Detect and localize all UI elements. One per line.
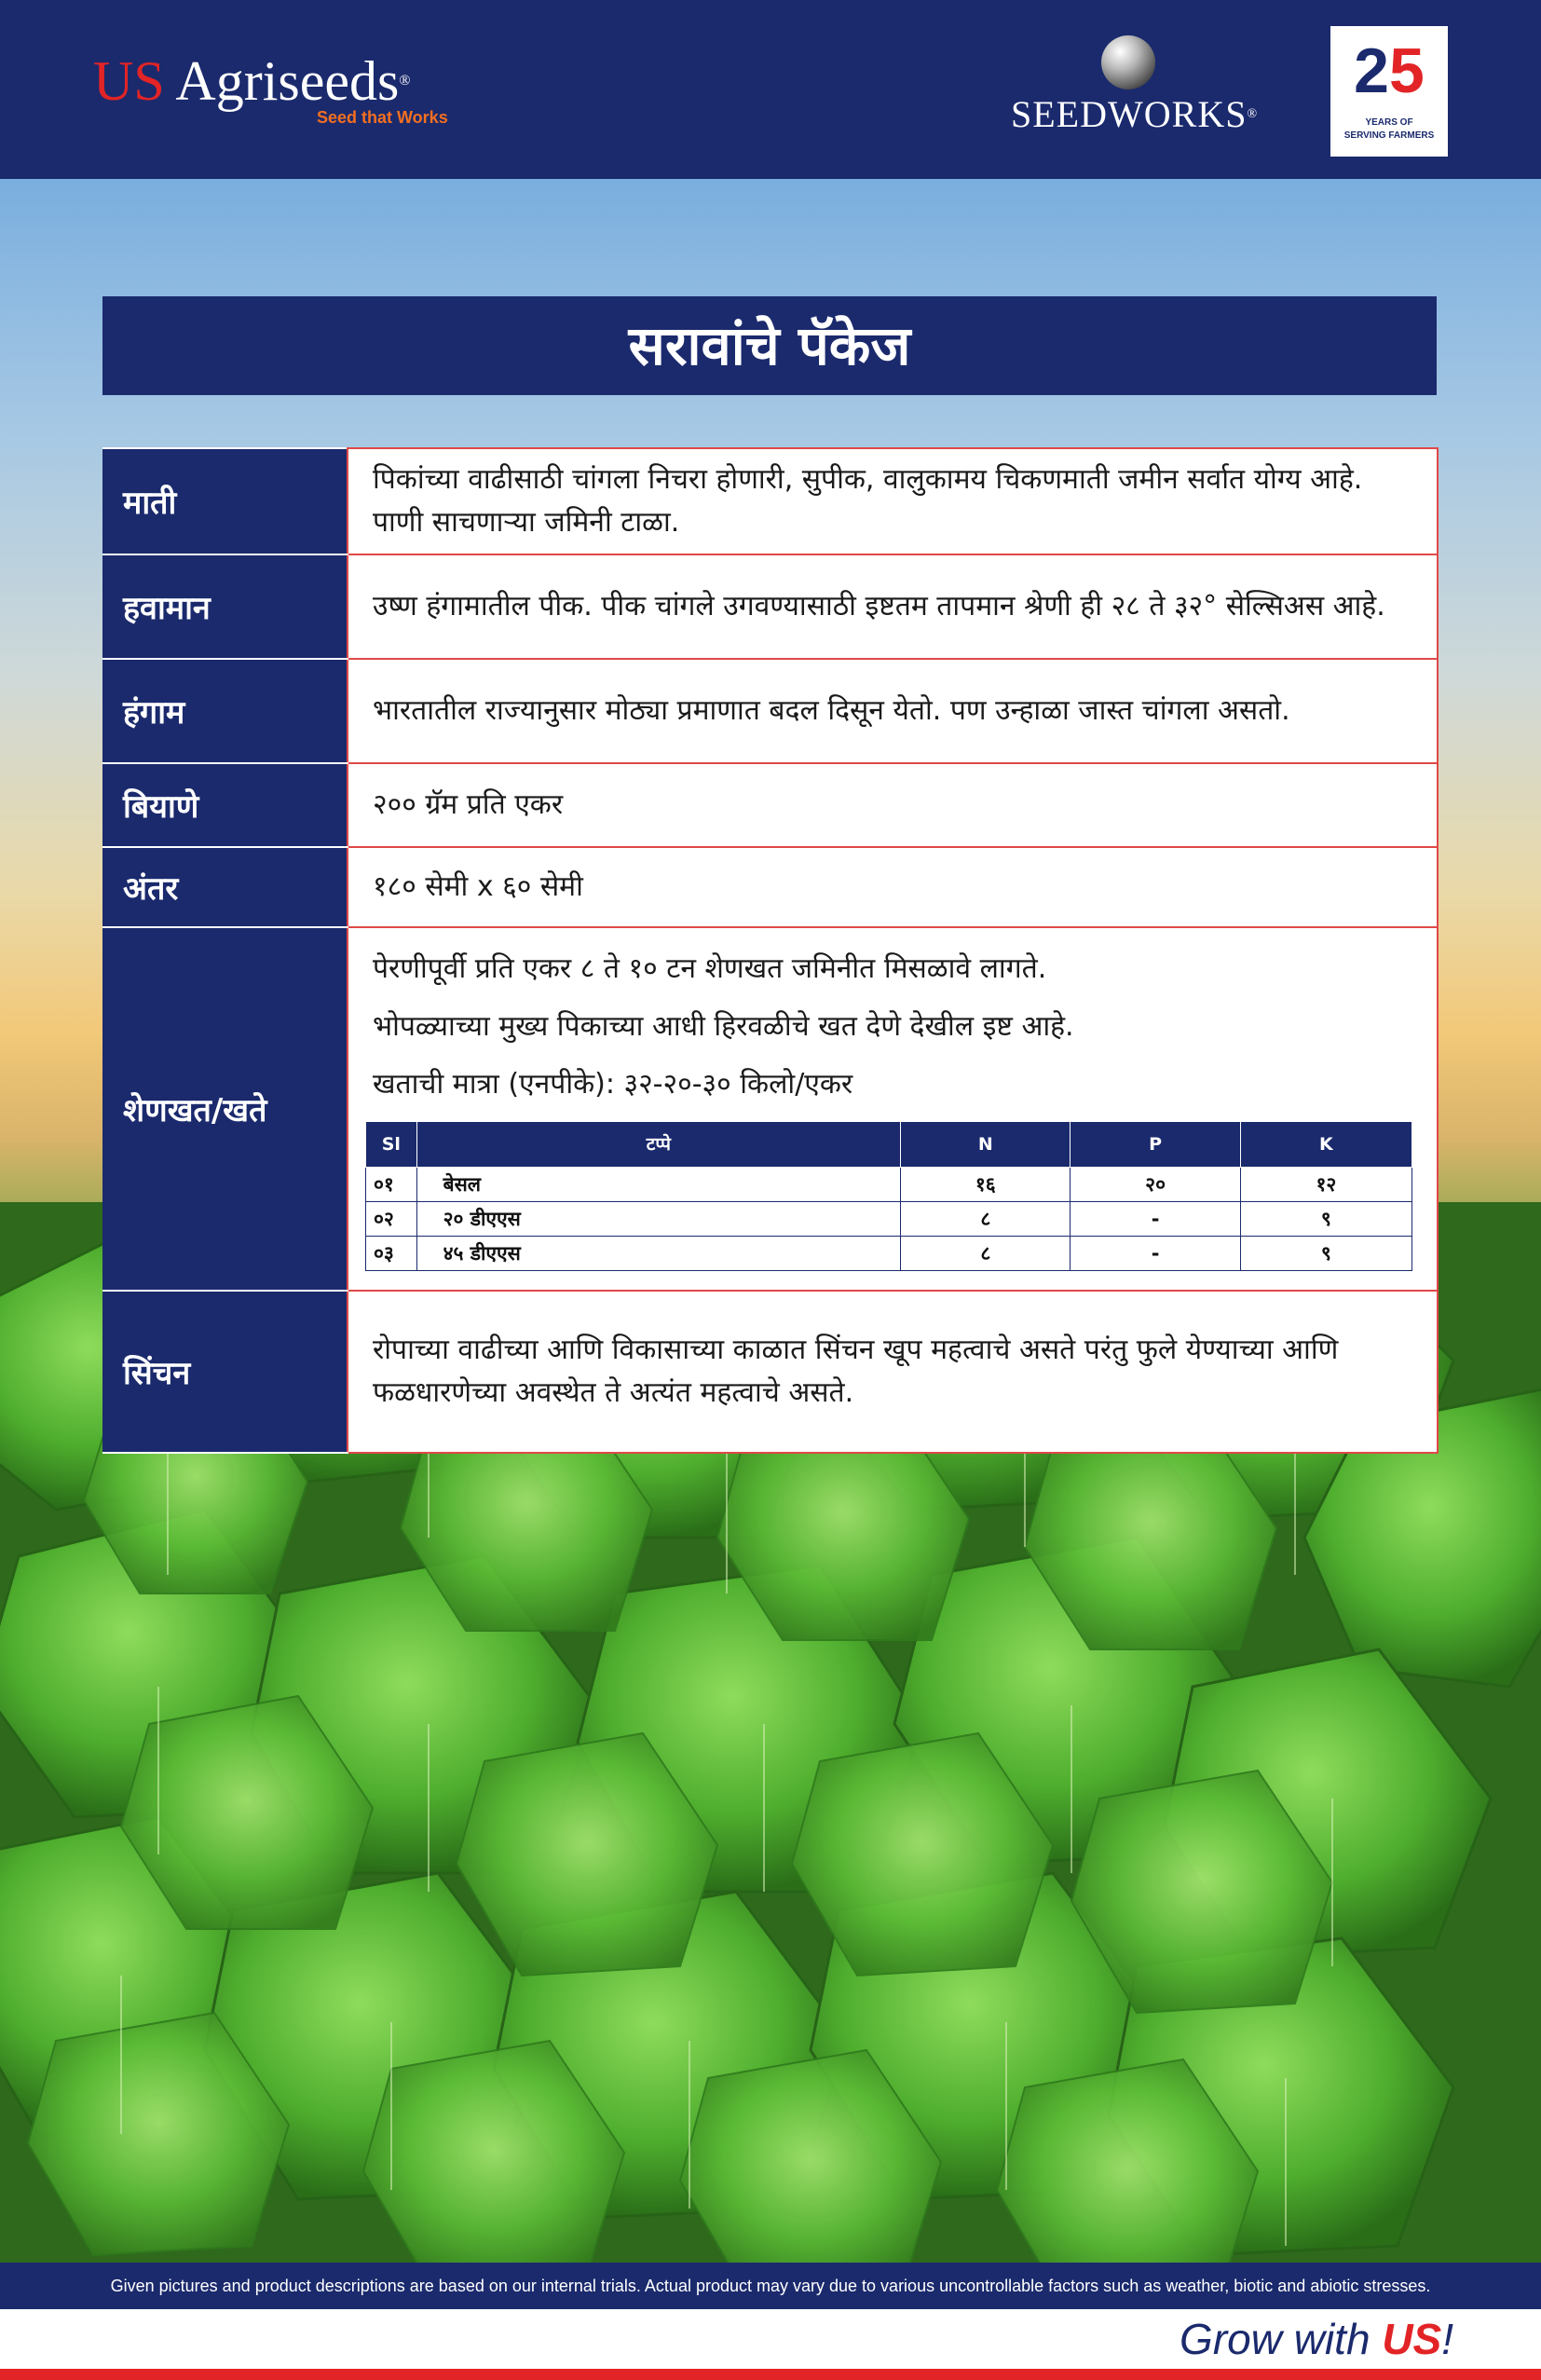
npk-header-n: N (901, 1121, 1071, 1167)
fertilizer-line-1: पेरणीपूर्वी प्रति एकर ८ ते १० टन शेणखत जमिनीत मिसळावे लागते. (373, 951, 1047, 985)
fertilizer-line-3: खताची मात्रा (एनपीके): ३२-२०-३० किलो/एकर (373, 1067, 853, 1101)
row-label-fertilizer: शेणखत/खते (103, 927, 348, 1291)
page-title: सरावांचे पॅकेज (628, 314, 911, 377)
anniversary-line2: SERVING FARMERS (1343, 130, 1435, 141)
npk-header-k: K (1240, 1121, 1411, 1167)
row-label-spacing: अंतर (103, 847, 348, 927)
npk-cell-k: ९ (1240, 1201, 1411, 1236)
logo-agriseeds-text: Agriseeds (175, 50, 400, 112)
anniversary-five: 5 (1389, 35, 1425, 106)
row-label-soil: माती (103, 448, 348, 554)
logo-tagline: Seed that Works (317, 108, 448, 127)
npk-cell-sl: ०१ (366, 1167, 417, 1201)
npk-cell-p: - (1071, 1201, 1240, 1236)
seedworks-globe-icon (1101, 35, 1155, 89)
npk-cell-sl: ०३ (366, 1236, 417, 1270)
us-agriseeds-logo (93, 48, 411, 114)
npk-header-row (366, 1121, 1412, 1167)
npk-cell-k: १२ (1240, 1167, 1411, 1201)
slogan-us: US (1382, 2315, 1442, 2363)
npk-header-p: P (1071, 1121, 1240, 1167)
anniversary-badge (1330, 26, 1448, 157)
row-value-season: भारतातील राज्यानुसार मोठ्या प्रमाणात बदल दिसून येतो. पण उन्हाळा जास्त चांगला असतो. (348, 659, 1438, 763)
npk-cell-n: ८ (901, 1236, 1071, 1270)
npk-cell-n: १६ (901, 1167, 1071, 1201)
row-value-seed: २०० ग्रॅम प्रति एकर (348, 763, 1438, 847)
npk-cell-stage: २० डीएएस (416, 1201, 901, 1236)
row-label-seed: बियाणे (103, 763, 348, 847)
logo-reg-mark: ® (399, 73, 411, 89)
npk-row (366, 1236, 1412, 1270)
npk-cell-k: ९ (1240, 1236, 1411, 1270)
npk-cell-p: २० (1071, 1167, 1240, 1201)
slogan-prefix: Grow with (1180, 2315, 1383, 2363)
slogan-suffix: ! (1441, 2315, 1453, 2363)
row-label-season: हंगाम (103, 659, 348, 763)
row-value-irrigation: रोपाच्या वाढीच्या आणि विकासाच्या काळात सिंचन खूप महत्वाचे असते परंतु फुले येण्याच्या आणि फळधारणेच्या अवस्थेत ते अत्यंत महत्वाचे असते. (348, 1291, 1438, 1453)
npk-cell-p: - (1071, 1236, 1240, 1270)
info-row-climate (103, 554, 1438, 659)
logo-us-text: US (93, 50, 165, 112)
info-row-soil (103, 448, 1438, 554)
row-value-soil: पिकांच्या वाढीसाठी चांगला निचरा होणारी, सुपीक, वालुकामय चिकणमाती जमीन सर्वात योग्य आहे. पाणी साचणाऱ्या जमिनी टाळा. (348, 448, 1438, 554)
npk-cell-stage: बेसल (416, 1167, 901, 1201)
npk-cell-sl: ०२ (366, 1201, 417, 1236)
info-row-season (103, 659, 1438, 763)
seedworks-text: SEEDWORKS (1011, 93, 1248, 135)
info-row-spacing (103, 847, 1438, 927)
row-value-climate: उष्ण हंगामातील पीक. पीक चांगले उगवण्यासाठी इष्टतम तापमान श्रेणी ही २८ ते ३२° सेल्सिअस आहे. (348, 554, 1438, 659)
disclaimer-text: Given pictures and product descriptions are based on our internal trials. Actual product may vary due to various uncontrollable factors such as weather, biotic and abiotic stresses. (0, 2263, 1541, 2309)
row-label-climate: हवामान (103, 554, 348, 659)
cultivation-info-table (102, 447, 1439, 1454)
npk-header-sl: Sl (366, 1121, 417, 1167)
anniversary-line1: YEARS OF (1365, 117, 1413, 128)
anniversary-number (1330, 34, 1448, 108)
footer-red-strip (0, 2369, 1541, 2380)
title-banner (102, 296, 1437, 395)
row-value-spacing: १८० सेमी x ६० सेमी (348, 847, 1438, 927)
slogan (1155, 2309, 1453, 2369)
npk-row (366, 1201, 1412, 1236)
npk-schedule-table (365, 1121, 1412, 1271)
row-label-irrigation: सिंचन (103, 1291, 348, 1453)
info-row-irrigation (103, 1291, 1438, 1453)
info-row-seed (103, 763, 1438, 847)
header-bar (0, 0, 1541, 179)
npk-header-stage: टप्पे (416, 1121, 901, 1167)
npk-cell-n: ८ (901, 1201, 1071, 1236)
npk-row (366, 1167, 1412, 1201)
seedworks-reg-mark: ® (1247, 107, 1259, 121)
seedworks-logo (1011, 91, 1258, 138)
fertilizer-line-2: भोपळ्याच्या मुख्य पिकाच्या आधी हिरवळीचे खत देणे देखील इष्ट आहे. (373, 1009, 1074, 1043)
npk-cell-stage: ४५ डीएएस (416, 1236, 901, 1270)
anniversary-two: 2 (1354, 35, 1389, 106)
info-row-fertilizer (103, 927, 1438, 1291)
row-value-fertilizer (348, 927, 1438, 1291)
